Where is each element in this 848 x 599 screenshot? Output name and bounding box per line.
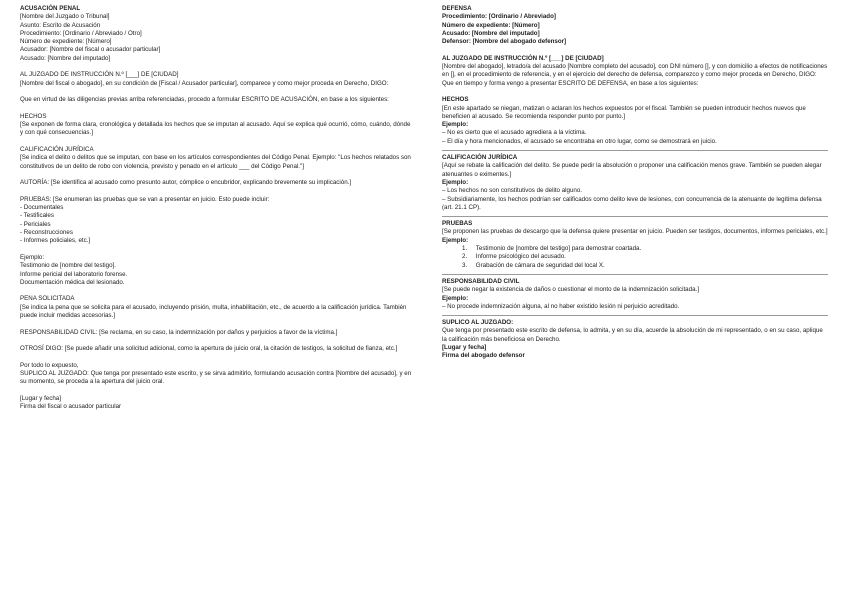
ejemplo-label: Ejemplo: [442,236,469,244]
responsabilidad-section [20,329,412,337]
header-line: Acusado: [Nombre del imputado] [20,54,111,62]
divider [442,274,828,275]
list-item: - Periciales [20,220,51,228]
otrosi-text: OTROSÍ DIGO: [Se puede añadir una solicitud adicional, como la apertura de juicio oral, la citación de testigos, la solicitud de fianza, etc.] [20,345,398,353]
juzgado-title: AL JUZGADO DE INSTRUCCIÓN N.º [___] DE [CIUDAD] [20,71,179,79]
header-line: Acusador: [Nombre del fiscal o acusador particular] [20,46,161,54]
header-line: [Nombre del Juzgado o Tribunal] [20,13,110,21]
list-item: - Reconstrucciones [20,229,73,237]
list-item [442,262,828,270]
lugar-fecha: [Lugar y fecha] [442,343,487,351]
calificacion-section [20,146,412,171]
suplico-line: Por todo lo expuesto, [20,361,79,369]
divider [442,150,828,151]
list-item: - Documentales [20,204,64,212]
list-text: Informe psicológico del acusado. [475,253,566,261]
otrosi-section [20,345,412,353]
ejemplo-label: Ejemplo: [442,178,469,186]
pruebas-section [20,196,412,246]
firma-section [20,395,412,412]
header-line: Procedimiento: [Ordinario / Abreviado / Otro] [20,29,142,37]
pruebas-text: [Se proponen las pruebas de descargo que la defensa quiere presentar en juicio. Pueden ser testigos, documentos, informes periciales, etc.] [442,228,828,236]
divider [442,315,828,316]
ejemplo-label: Ejemplo: [442,294,469,302]
juzgado-title: AL JUZGADO DE INSTRUCCIÓN N.º [___] DE [CIUDAD] [442,54,604,62]
defensa-title: DEFENSA [442,5,472,12]
acusacion-title: ACUSACIÓN PENAL [20,5,81,12]
header-line: Asunto: Escrito de Acusación [20,21,101,29]
lugar-fecha: [Lugar y fecha] [20,394,61,402]
calificacion-text: [Aquí se rebate la calificación del delito. Se puede pedir la absolución o proponer una calificación menos grave. También se pueden alegar atenuantes o eximentes.] [442,162,822,178]
header-line: Defensor: [Nombre del abogado defensor] [442,38,567,46]
responsabilidad-section [442,278,828,311]
list-item: – Subsidiariamente, los hechos podrían ser calificados como delito leve de lesiones, con concurrencia de la atenuante de legítima defensa (art. 21.1 CP). [442,195,822,211]
suplico-section [20,362,412,387]
pena-text: [Se indica la pena que se solicita para el acusado, incluyendo prisión, multa, inhabilitación, etc., de acuerdo a la calificación jurídica. También puede incluir medidas accesorias.] [20,303,407,319]
pena-title: PENA SOLICITADA [20,295,75,303]
list-item: - Informes policiales, etc.] [20,237,91,245]
juzgado-section [20,71,412,88]
calificacion-text: [Se indica el delito o delitos que se imputan, con base en los artículos correspondientes del Código Penal. Ejemplo: "Los hechos relatados son constitutivos de un delito de robo con violencia, previsto y penado en el artículo ___ del Código Penal."] [20,154,411,170]
hechos-section [442,96,828,146]
calificacion-title: CALIFICACIÓN JURÍDICA [20,146,94,154]
header-line: Número de expediente: [Número] [20,38,112,46]
firma: Firma del fiscal o acusador particular [20,403,122,411]
pruebas-section [442,220,828,270]
suplico-line: SUPLICO AL JUZGADO: Que tenga por presentado este escrito, y se sirva admitirlo, formulando acusación contra [Nombre del acusado], y en su momento, se proceda a la apertura del juicio oral. [20,370,412,386]
list-item [442,253,828,261]
list-item: - Testificales [20,212,54,220]
pruebas-intro: PRUEBAS: [Se enumeran las pruebas que se van a presentar en juicio. Esto puede incluir: [20,195,270,203]
acusacion-column [20,5,412,420]
list-number: 3. [462,261,468,269]
intro-text: Que en virtud de las diligencias previas arriba referenciadas, procedo a formular ESCRITO DE ACUSACIÓN, en base a los siguientes: [20,96,389,104]
list-item: – No es cierto que el acusado agrediera a la víctima. [442,129,587,137]
firma: Firma del abogado defensor [442,352,525,360]
hechos-text: [Se exponen de forma clara, cronológica y detallada los hechos que se imputan al acusado. Aquí se explica qué ocurrió, cómo, cuándo, dónde y con qué consecuencias.] [20,121,411,137]
intro-section [20,96,412,104]
hechos-section [20,113,412,138]
hechos-title: HECHOS [442,96,469,104]
acusacion-header [20,5,412,63]
juzgado-section [442,55,828,88]
ejemplo-line: Testimonio de [nombre del testigo]. [20,262,116,270]
list-text: Testimonio de [nombre del testigo] para demostrar coartada. [475,245,642,253]
pruebas-title: PRUEBAS [442,220,473,228]
list-item: – No procede indemnización alguna, al no haber existido lesión ni perjuicio acreditado. [442,302,680,310]
suplico-text: Que tenga por presentado este escrito de defensa, lo admita, y en su día, acuerde la absolución de mi representado, o en su caso, aplique la calificación más beneficiosa en Derecho. [442,327,823,343]
hechos-text: [En este apartado se niegan, matizan o aclaran los hechos expuestos por el fiscal. También se pueden introducir hechos nuevos que beneficien al acusado. Se recomienda responder punto por punto.] [442,104,806,120]
list-item: – El día y hora mencionados, el acusado se encontraba en otro lugar, como se demostrará en juicio. [442,137,717,145]
list-number: 1. [462,245,468,253]
defensa-column [442,5,828,369]
pena-section [20,295,412,320]
ejemplo-line: Documentación médica del lesionado. [20,278,125,286]
list-item [442,245,828,253]
responsabilidad-text: [Se puede negar la existencia de daños o cuestionar el monto de la indemnización solicitada.] [442,286,699,294]
responsabilidad-title: RESPONSABILIDAD CIVIL [442,277,520,285]
juzgado-text: [Nombre del abogado], letrado/a del acusado [Nombre completo del acusado], con DNI número [], y con domicilio a efectos de notificaciones en [], en el procedimiento de referencia, y en el ejercicio del derecho de defensa, comparezco y como mejor proceda en Derecho, DIGO: [442,63,828,79]
calificacion-section [442,154,828,212]
header-line: Procedimiento: [Ordinario / Abreviado] [442,13,556,21]
intro-text: Que en tiempo y forma vengo a presentar ESCRITO DE DEFENSA, en base a los siguientes: [442,79,699,87]
autoria-text: AUTORÍA: [Se identifica al acusado como presunto autor, cómplice o encubridor, explicando brevemente su implicación.] [20,179,352,187]
header-line: Número de expediente: [Número] [442,21,540,29]
autoria-section [20,179,412,187]
header-line: Acusado: [Nombre del imputado] [442,29,540,37]
list-text: Grabación de cámara de seguridad del local X. [475,261,605,269]
divider [442,216,828,217]
list-item: – Los hechos no son constitutivos de delito alguno. [442,187,583,195]
ejemplo-line: Informe pericial del laboratorio forense. [20,270,128,278]
juzgado-text: [Nombre del fiscal o abogado], en su condición de [Fiscal / Acusador particular], comparece y como mejor proceda en Derecho, DIGO: [20,79,389,87]
defensa-header [442,5,828,46]
ejemplo-section [20,254,412,287]
ejemplo-label: Ejemplo: [442,121,469,129]
suplico-section [442,319,828,360]
responsabilidad-text: RESPONSABILIDAD CIVIL: [Se reclama, en su caso, la indemnización por daños y perjuicios a favor de la víctima.] [20,328,338,336]
calificacion-title: CALIFICACIÓN JURÍDICA [442,154,518,162]
ejemplo-line: Ejemplo: [20,253,45,261]
list-number: 2. [462,253,468,261]
hechos-title: HECHOS [20,112,47,120]
suplico-title: SUPLICO AL JUZGADO: [442,319,514,327]
